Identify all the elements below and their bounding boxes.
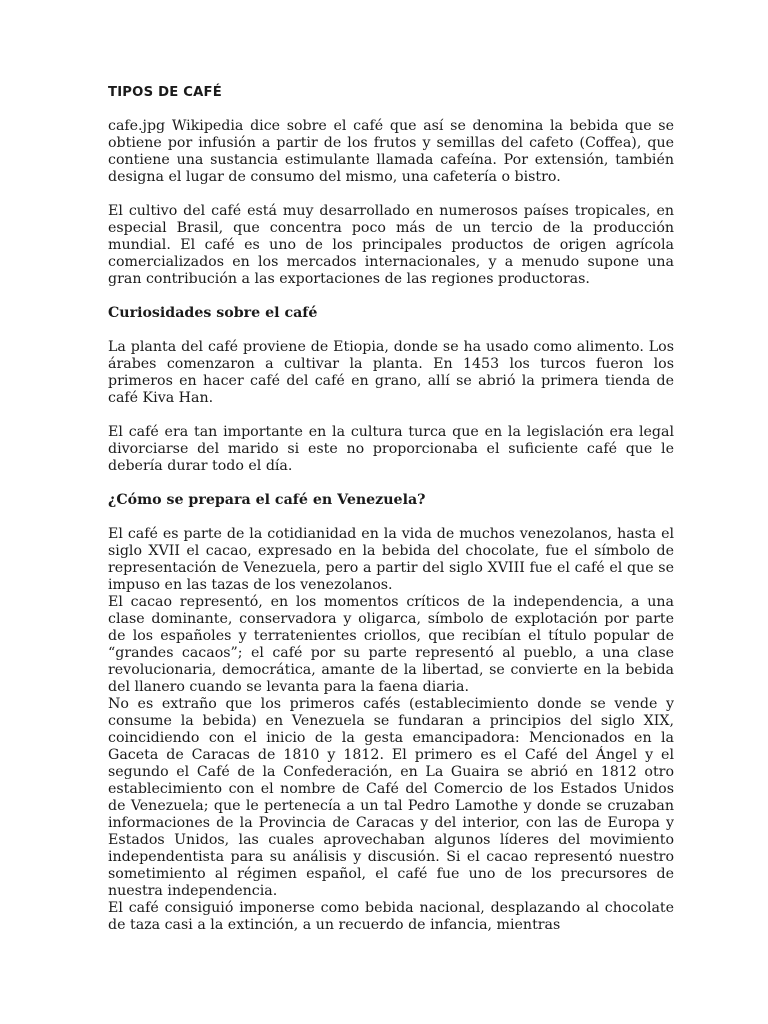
venezuela-paragraph-4: El café consiguió imponerse como bebida nacional, desplazando al chocolate de taza casi a la extinción, a un recuerdo de infancia, mientras (108, 900, 674, 933)
curiosidades-paragraph-1: La planta del café proviene de Etiopia, donde se ha usado como alimento. Los árabes comenzaron a cultivar la planta. En 1453 los turcos fueron los primeros en hacer café del café en grano, allí se abrió la primera tienda de café Kiva Han. (108, 339, 674, 406)
document-page (108, 84, 674, 934)
venezuela-paragraph-3: No es extraño que los primeros cafés (establecimiento donde se vende y consume la bebida) en Venezuela se fundaran a principios del siglo XIX, coincidiendo con el inicio de la gesta emancipadora: Mencionados en la Gaceta de Caracas de 1810 y 1812. El primero es el Café del Ángel y el segundo el Café de la Confederación, en La Guaira se abrió en 1812 otro establecimiento con el nombre de Café del Comercio de los Estados Unidos de Venezuela; que le pertenecía a un tal Pedro Lamothe y donde se cruzaban informaciones de la Provincia de Caracas y del interior, con las de Europa y Estados Unidos, las cuales aprovechaban algunos líderes del movimiento independentista para su análisis y discusión. Si el cacao representó nuestro sometimiento al régimen español, el café fue uno de los precursores de nuestra independencia. (108, 696, 674, 899)
section-heading-venezuela: ¿Cómo se prepara el café en Venezuela? (108, 492, 426, 508)
document-title: TIPOS DE CAFÉ (108, 85, 222, 100)
venezuela-paragraph-2: El cacao representó, en los momentos críticos de la independencia, a una clase dominante, conservadora y oligarca, símbolo de explotación por parte de los españoles y terratenientes criollos, que recibían el título popular de “grandes cacaos”; el café por su parte representó al pueblo, a una clase revolucionaria, democrática, amante de la libertad, se convierte en la bebida del llanero cuando se levanta para la faena diaria. (108, 594, 674, 695)
section-heading-curiosidades: Curiosidades sobre el café (108, 305, 318, 321)
intro-paragraph-2: El cultivo del café está muy desarrollado en numerosos países tropicales, en especial Brasil, que concentra poco más de un tercio de la producción mundial. El café es uno de los principales productos de origen agrícola comercializados en los mercados internacionales, y a menudo supone una gran contribución a las exportaciones de las regiones productoras. (108, 203, 674, 287)
intro-paragraph-1: cafe.jpg Wikipedia dice sobre el café que así se denomina la bebida que se obtiene por infusión a partir de los frutos y semillas del cafeto (Coffea), que contiene una sustancia estimulante llamada cafeína. Por extensión, también designa el lugar de consumo del mismo, una cafetería o bistro. (108, 118, 674, 185)
curiosidades-paragraph-2: El café era tan importante en la cultura turca que en la legislación era legal divorciarse del marido si este no proporcionaba el suficiente café que le debería durar todo el día. (108, 424, 674, 474)
venezuela-paragraph-1: El café es parte de la cotidianidad en la vida de muchos venezolanos, hasta el siglo XVII el cacao, expresado en la bebida del chocolate, fue el símbolo de representación de Venezuela, pero a partir del siglo XVIII fue el café el que se impuso en las tazas de los venezolanos. (108, 526, 674, 593)
